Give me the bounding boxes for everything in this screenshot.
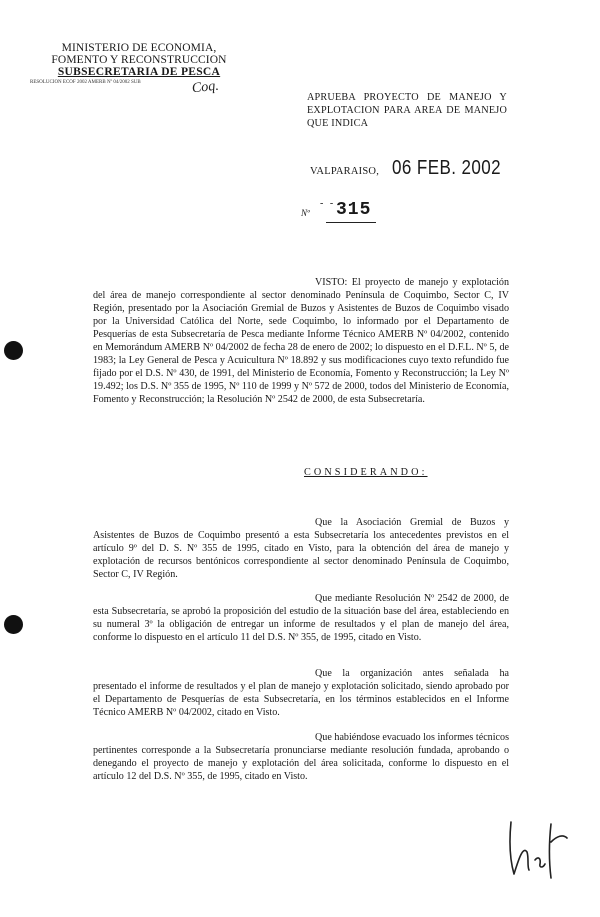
visto-text: El proyecto de manejo y explotación del área de manejo correspondiente al sector denominado Península de Coquimbo, Sector C, IV Región, presentado por la Asociación Gremial de Buzos y Asistentes de Buzos de Coquimbo visado por la Universidad Católica del Norte, sede Coquimbo, lo informado por el Departamento de Pesquerías de esta Subsecretaría de Pesca mediante Informe Técnico AMERB Nº 04/2002, contenido en Memorándum AMERB Nº 04/2002 de fecha 28 de enero de 2002; lo dispuesto en el D.F.L. Nº 5, de 1983; la Ley General de Pesca y Acuicultura Nº 18.892 y sus modificaciones cuyo texto refundido fue fijado por el D.S. Nº 430, de 1991, del Ministerio de Economía, Fomento y Reconstrucción; la Ley Nº 19.492; los D.S. Nº 355 de 1995, Nº 110 de 1999 y Nº 572 de 2000, todos del Ministerio de Economía, Fomento y Reconstrucción; la Resolución Nº 2542 de 2000, de esta Subsecretaría. [93,277,509,405]
document-reference: RESOLUCION ECOF 2002 AMERB Nº 04/2002 SUB [30,80,141,85]
signature-mark [505,812,575,882]
ministry-line-2: FOMENTO Y RECONSTRUCCION [51,54,227,66]
subject-text: APRUEBA PROYECTO DE MANEJO Y EXPLOTACION PARA AREA DE MANEJO QUE INDICA [307,92,507,129]
ministry-line-1: MINISTERIO DE ECONOMIA, [61,42,217,54]
considerando-text: Que mediante Resolución Nº 2542 de 2000, de esta Subsecretaría, se aprobó la proposición del estudio de la situación base del área, estableciendo en su numeral 3º la obligación de entregar un informe de resultados y el plan de manejo del área, conforme lo dispuesto en el artículo 11 del D.S. Nº 355, de 1995, citado en Visto. [93,593,509,643]
letterhead [30,42,234,97]
considerando-text: Que habiéndose evacuado los informes técnicos pertinentes corresponde a la Subsecretaría pronunciarse mediante resolución fundada, aprobando o denegando el proyecto de manejo y explotación del área solicitada, conforme lo dispuesto en el artículo 12 del D.S. Nº 355, de 1995, citado en Visto. [93,732,509,782]
considerando-paragraph-2 [93,592,509,644]
place-label: VALPARAISO, [310,166,380,177]
handwritten-reference: Coq. [191,78,220,97]
subsecretaria-line: SUBSECRETARIA DE PESCA [57,66,221,78]
number-label: Nº [301,208,310,218]
number-underline [326,222,376,223]
resolution-number: 315 [336,200,372,220]
considerando-paragraph-3 [93,667,509,719]
considerando-text: Que la organización antes señalada ha presentado el informe de resultados y el plan de manejo y explotación solicitado, siendo aprobado por el Departamento de Pesquerías de esta Subsecretaría, en los términos establecidos en el Informe Técnico AMERB Nº 04/2002, citado en Visto. [93,668,509,718]
dash-marks: - - [320,198,336,209]
considerando-paragraph-1 [93,516,509,581]
visto-paragraph [93,276,509,406]
considerando-paragraph-4 [93,731,509,783]
considerando-text: Que la Asociación Gremial de Buzos y Asistentes de Buzos de Coquimbo presentó a esta Subsecretaría los antecedentes previstos en el artículo 9º del D. S. Nº 355 de 1995, citado en Visto, para la obtención del área de manejo y explotación de recursos bentónicos correspondiente al sector denominado Península de Coquimbo, Sector C, IV Región. [93,517,509,580]
considerando-heading: CONSIDERANDO: [304,467,428,478]
date-stamp: 06 FEB. 2002 [392,157,502,179]
punch-hole-top [4,341,23,360]
visto-lead: VISTO: [315,277,348,288]
punch-hole-bottom [4,615,23,634]
